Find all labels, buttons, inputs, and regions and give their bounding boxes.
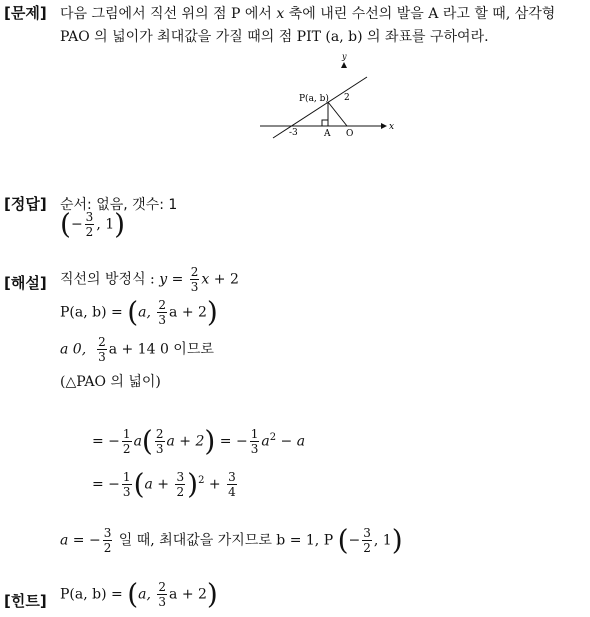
numerator: 1: [122, 470, 131, 484]
eq6-frac-1: [122, 470, 132, 499]
point-a-label: A: [324, 129, 331, 139]
denominator: 3: [190, 280, 199, 294]
eq5-p2: = −: [219, 433, 248, 450]
origin-label: O: [346, 129, 354, 139]
open-paren: (: [127, 295, 139, 329]
eq7-frac-1: [103, 526, 113, 555]
close-paren: ): [114, 207, 126, 241]
eq6-square: 2: [198, 474, 205, 486]
solution-eq-2: [60, 295, 218, 329]
coordinate-figure: [255, 48, 395, 148]
eq6-frac-2: [175, 470, 185, 499]
eq2-a: a,: [138, 304, 151, 321]
numerator: 2: [190, 265, 199, 279]
intercept-2-label: 2: [344, 93, 350, 103]
eq7-p1: a = −: [60, 532, 101, 549]
numerator: 3: [363, 526, 371, 540]
answer-separator: ,: [96, 216, 101, 233]
eq7-one: 1: [382, 532, 392, 549]
y-axis-arrow: [341, 62, 347, 68]
open-paren: (: [337, 523, 349, 557]
eq1-x: x: [201, 271, 210, 288]
answer-coordinate: [60, 207, 126, 241]
eq5-a: a: [133, 433, 142, 450]
numerator: 2: [98, 335, 106, 349]
close-paren: ): [187, 467, 199, 501]
problem-line-2: PAO 의 넓이가 최대값을 가질 때의 점 PIT (a, b) 의 좌표를 구하여라.: [60, 29, 489, 45]
hint-lhs: P(a, b) =: [60, 586, 128, 603]
denominator: 3: [155, 442, 164, 456]
eq6-p1: = −: [92, 476, 120, 493]
eq1-y: y: [159, 271, 168, 288]
hint-label: [힌트]: [4, 592, 47, 610]
solution-eq-3: [60, 335, 214, 364]
hint-tail: a + 2: [169, 586, 207, 603]
eq5-square: 2: [269, 431, 277, 443]
eq5-inner: a + 2: [166, 433, 205, 450]
eq2-lhs: P(a, b) =: [60, 304, 128, 321]
eq5-frac-1: [122, 427, 132, 456]
denominator: 3: [98, 350, 106, 364]
hint-a: a,: [138, 586, 151, 603]
denominator: 2: [85, 225, 94, 239]
denominator: 2: [122, 442, 131, 456]
solution-eq-4: (△PAO 의 넓이): [60, 374, 161, 390]
close-paren: ): [206, 577, 218, 611]
answer-y-value: 1: [105, 216, 115, 233]
eq3-head: a 0,: [60, 341, 87, 358]
eq1-eq: =: [167, 271, 188, 288]
eq7-neg: −: [348, 532, 361, 549]
answer-fraction: [85, 210, 95, 239]
eq5-a2: a: [261, 433, 270, 450]
point-p-label: P(a, b): [299, 94, 329, 104]
problem-line-1: [60, 3, 555, 23]
numerator: 1: [122, 427, 131, 441]
eq7-sep: ,: [373, 532, 379, 549]
close-paren: ): [206, 295, 218, 329]
answer-neg-sign: −: [70, 216, 83, 233]
numerator: 3: [176, 470, 185, 484]
denominator: 2: [363, 541, 371, 555]
solution-label: [해설]: [4, 274, 47, 292]
solution-eq-1: [60, 265, 239, 294]
solution-eq-7: [60, 523, 403, 557]
eq6-frac-3: [227, 470, 237, 499]
numerator: 3: [85, 210, 94, 224]
y-axis-label: y: [342, 52, 347, 61]
eq1-text: 직선의 방정식 :: [60, 271, 160, 288]
open-paren: (: [141, 424, 153, 458]
intercept-neg3-label: -3: [289, 128, 298, 138]
answer-line-1: 순서: 없음, 갯수: 1: [60, 197, 178, 213]
eq1-fraction: [190, 265, 200, 294]
denominator: 2: [176, 485, 185, 499]
open-paren: (: [127, 577, 139, 611]
close-paren: ): [391, 523, 403, 557]
open-paren: (: [60, 207, 71, 241]
denominator: 3: [122, 485, 131, 499]
numerator: 2: [158, 298, 167, 312]
x-axis-arrow: [381, 123, 387, 129]
solution-eq-6: [92, 467, 239, 501]
eq5-frac-3: [250, 427, 260, 456]
hint-eq: [60, 577, 218, 611]
eq2-tail: a + 2: [169, 304, 207, 321]
problem-label: [문제]: [4, 4, 47, 22]
close-paren: ): [204, 424, 216, 458]
denominator: 4: [228, 485, 236, 499]
eq6-plus: +: [204, 476, 226, 493]
eq3-tail: a + 14 0 이므로: [108, 341, 214, 358]
x-axis-label: x: [389, 122, 395, 132]
eq5-frac-2: [155, 427, 165, 456]
hint-fraction: [157, 580, 167, 609]
answer-label: [정답]: [4, 195, 47, 213]
x-variable: x: [276, 6, 285, 22]
denominator: 2: [103, 541, 112, 555]
denominator: 3: [158, 595, 167, 609]
segment-po: [328, 102, 347, 126]
numerator: 1: [250, 427, 259, 441]
denominator: 3: [158, 313, 167, 327]
problem-text-1a: 다음 그림에서 직선 위의 점 P 에서: [60, 6, 277, 22]
eq6-a: a +: [144, 476, 174, 493]
solution-eq-5: [92, 424, 306, 458]
eq5-p1: = −: [92, 433, 120, 450]
eq5-tail: − a: [276, 433, 306, 450]
eq7-p2: 일 때, 최대값을 가지므로 b = 1, P: [114, 532, 338, 549]
numerator: 2: [158, 580, 167, 594]
numerator: 2: [155, 427, 164, 441]
numerator: 3: [103, 526, 112, 540]
eq1-tail: + 2: [209, 271, 239, 288]
denominator: 3: [250, 442, 259, 456]
right-angle-mark: [322, 120, 328, 126]
problem-text-1b: 축에 내린 수선의 발을 A 라고 할 때, 삼각형: [284, 6, 556, 22]
numerator: 3: [228, 470, 236, 484]
eq7-frac-2: [362, 526, 372, 555]
eq2-fraction: [157, 298, 167, 327]
open-paren: (: [133, 467, 145, 501]
eq3-fraction: [97, 335, 107, 364]
